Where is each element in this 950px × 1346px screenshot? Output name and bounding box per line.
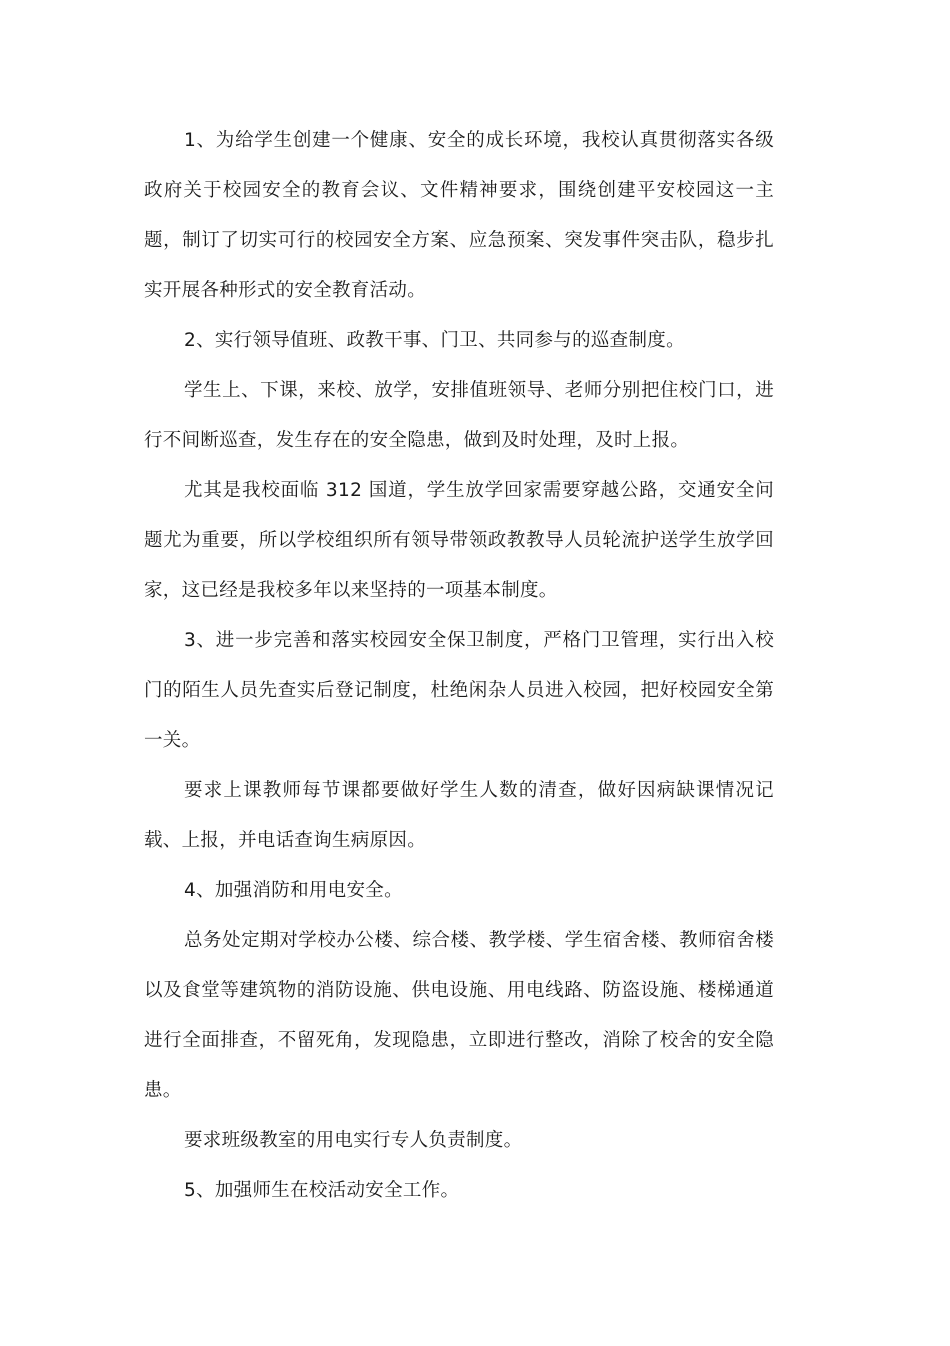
paragraph-1: 1、为给学生创建一个健康、安全的成长环境，我校认真贯彻落实各级政府关于校园安全的教育会议、文件精神要求，围绕创建平安校园这一主题，制订了切实可行的校园安全方案、应急预案、突发事件突击队，稳步扎实开展各种形式的安全教育活动。 [144, 130, 774, 301]
paragraph-2: 2、实行领导值班、政教干事、门卫、共同参与的巡查制度。 [184, 330, 685, 351]
paragraph-7: 4、加强消防和用电安全。 [184, 880, 403, 901]
paragraph-9: 要求班级教室的用电实行专人负责制度。 [184, 1130, 523, 1151]
document-body [144, 116, 774, 1216]
paragraph-8: 总务处定期对学校办公楼、综合楼、教学楼、学生宿舍楼、教师宿舍楼以及食堂等建筑物的消防设施、供电设施、用电线路、防盗设施、楼梯通道进行全面排查，不留死角，发现隐患，立即进行整改，消除了校舍的安全隐患。 [144, 930, 774, 1101]
paragraph-10: 5、加强师生在校活动安全工作。 [184, 1180, 460, 1201]
paragraph-4: 尤其是我校面临 312 国道，学生放学回家需要穿越公路，交通安全问题尤为重要，所以学校组织所有领导带领政教教导人员轮流护送学生放学回家，这已经是我校多年以来坚持的一项基本制度。 [144, 480, 774, 601]
paragraph-5: 3、进一步完善和落实校园安全保卫制度，严格门卫管理，实行出入校门的陌生人员先查实后登记制度，杜绝闲杂人员进入校园，把好校园安全第一关。 [144, 630, 774, 751]
paragraph-6: 要求上课教师每节课都要做好学生人数的清查，做好因病缺课情况记载、上报，并电话查询生病原因。 [144, 780, 774, 851]
paragraph-3: 学生上、下课，来校、放学，安排值班领导、老师分别把住校门口，进行不间断巡查，发生存在的安全隐患，做到及时处理，及时上报。 [144, 380, 774, 451]
